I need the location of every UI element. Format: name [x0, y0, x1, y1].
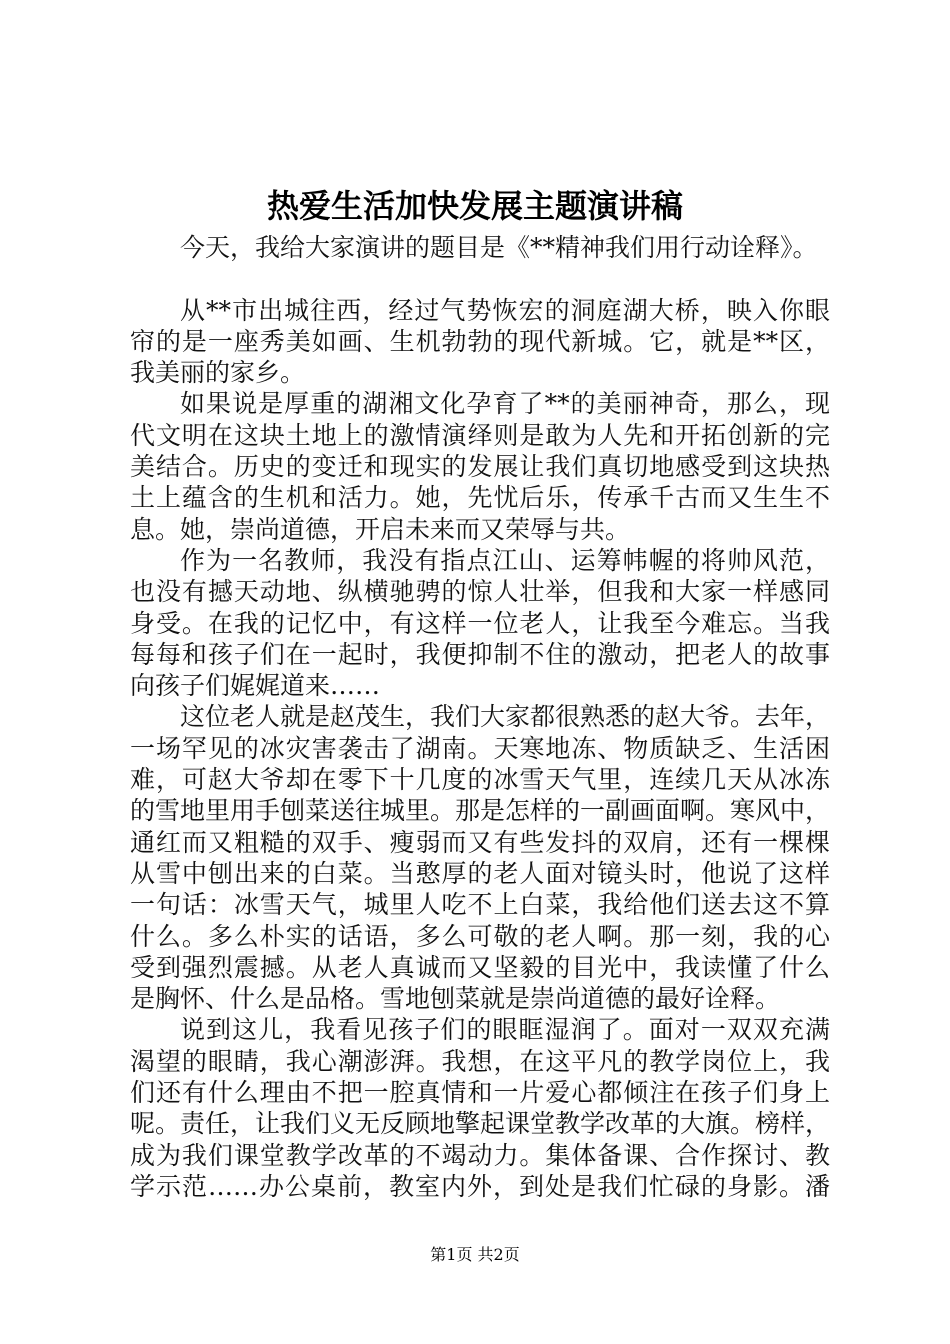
paragraph-line: 今天，我给大家演讲的题目是《**精神我们用行动诠释》。: [180, 233, 818, 262]
paragraph-line: 我美丽的家乡。: [130, 358, 306, 388]
paragraph-line: 从**市出城往西，经过气势恢宏的洞庭湖大桥，映入你眼: [180, 295, 830, 325]
paragraph-line: 向孩子们娓娓道来……: [130, 671, 381, 701]
paragraph-line: 什么。多么朴实的话语，多么可敬的老人啊。那一刻，我的心: [130, 921, 830, 951]
paragraph-line: 一句话：冰雪天气，城里人吃不上白菜，我给他们送去这不算: [130, 890, 830, 920]
paragraph-line: 是胸怀、什么是品格。雪地刨菜就是崇尚道德的最好诠释。: [130, 984, 781, 1014]
paragraph-line: 代文明在这块土地上的激情演绎则是敢为人先和开拓创新的完: [130, 420, 830, 450]
paragraph-line: 作为一名教师，我没有指点江山、运筹帏幄的将帅风范，: [180, 545, 830, 575]
paragraph-line: 一场罕见的冰灾害袭击了湖南。天寒地冻、物质缺乏、生活困: [130, 733, 830, 763]
paragraph-line: 说到这儿，我看见孩子们的眼眶湿润了。面对一双双充满: [180, 1015, 830, 1045]
paragraph-line: 受到强烈震撼。从老人真诚而又坚毅的目光中，我读懂了什么: [130, 952, 830, 982]
document-body: [130, 232, 830, 1202]
paragraph-children: [130, 1014, 830, 1202]
paragraph-teacher: [130, 545, 830, 701]
paragraph-line: 难，可赵大爷却在零下十几度的冰雪天气里，连续几天从冰冻: [130, 765, 830, 795]
paragraph-line: 学示范……办公桌前，教室内外，到处是我们忙碌的身影。潘: [130, 1171, 830, 1201]
paragraph-line: 成为我们课堂教学改革的不竭动力。集体备课、合作探讨、教: [130, 1140, 830, 1170]
paragraph-line: 的雪地里用手刨菜送往城里。那是怎样的一副画面啊。寒风中，: [130, 796, 831, 826]
paragraph-old-man: [130, 701, 830, 1014]
paragraph-line: 通红而又粗糙的双手、瘦弱而又有些发抖的双肩，还有一棵棵: [130, 827, 830, 857]
blank-line: [130, 263, 830, 294]
paragraph-line: 帘的是一座秀美如画、生机勃勃的现代新城。它，就是**区，: [130, 326, 830, 356]
paragraph-line: 如果说是厚重的湖湘文化孕育了**的美丽神奇，那么，现: [180, 389, 830, 419]
paragraph-line: 这位老人就是赵茂生，我们大家都很熟悉的赵大爷。去年，: [180, 702, 831, 732]
paragraph-line: 也没有撼天动地、纵横驰骋的惊人壮举，但我和大家一样感同: [130, 577, 830, 607]
paragraph-line: 息。她，崇尚道德，开启未来而又荣辱与共。: [130, 514, 631, 544]
paragraph-hometown: [130, 295, 830, 389]
paragraph-line: 呢。责任，让我们义无反顾地擎起课堂教学改革的大旗。榜样，: [130, 1109, 831, 1139]
paragraph-line: 每每和孩子们在一起时，我便抑制不住的激动，把老人的故事: [130, 639, 830, 669]
page-footer: 第1页 共2页: [430, 1245, 520, 1264]
paragraph-line: 身受。在我的记忆中，有这样一位老人，让我至今难忘。当我: [130, 608, 830, 638]
paragraph-culture: [130, 388, 830, 544]
paragraph-line: 渴望的眼睛，我心潮澎湃。我想，在这平凡的教学岗位上，我: [130, 1046, 830, 1076]
document-title: 热爱生活加快发展主题演讲稿: [266, 187, 683, 225]
paragraph-line: 们还有什么理由不把一腔真情和一片爱心都倾注在孩子们身上: [130, 1078, 830, 1108]
paragraph-line: 土上蕴含的生机和活力。她，先忧后乐，传承千古而又生生不: [130, 483, 830, 513]
paragraph-line: 美结合。历史的变迁和现实的发展让我们真切地感受到这块热: [130, 452, 830, 482]
paragraph-line: 从雪中刨出来的白菜。当憨厚的老人面对镜头时，他说了这样: [130, 858, 830, 888]
paragraph-intro: [130, 232, 830, 263]
